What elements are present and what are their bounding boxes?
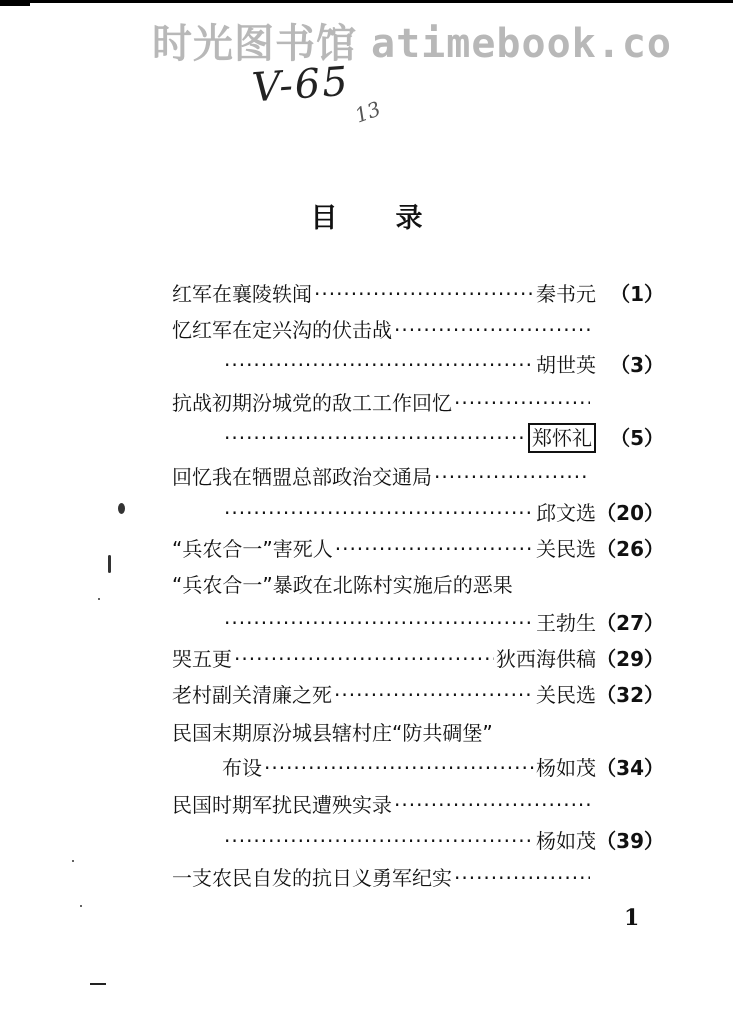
- handwritten-mark: 13: [351, 96, 384, 128]
- leader-dots: [224, 824, 534, 858]
- toc-entry-page: （27）: [596, 611, 664, 635]
- toc-entry-title: 民国末期原汾城县辖村庄“防共碉堡”: [172, 721, 493, 745]
- toc-entry-title: 忆红军在定兴沟的伏击战: [172, 318, 392, 342]
- leader-dots: [224, 421, 526, 455]
- toc-entry-continuation: [222, 421, 664, 455]
- toc-entry-title-continued: 布设: [222, 756, 262, 780]
- leader-dots: [394, 788, 590, 822]
- toc-entry-title: “兵农合一”暴政在北陈村实施后的恶果: [172, 573, 513, 597]
- margin-mark: [90, 983, 106, 985]
- leader-dots: [394, 313, 590, 347]
- leader-dots: [224, 606, 534, 640]
- leader-dots: [334, 678, 534, 712]
- handwritten-note: V-65: [250, 58, 352, 112]
- toc-entry-page: （5）: [610, 426, 664, 450]
- toc-entry[interactable]: [172, 386, 592, 420]
- toc-entry[interactable]: [172, 716, 642, 750]
- leader-dots: [234, 642, 494, 676]
- toc-entry[interactable]: [172, 678, 664, 712]
- toc-entry[interactable]: [172, 788, 592, 822]
- toc-entry-continuation: [222, 824, 664, 858]
- toc-entry[interactable]: [172, 861, 592, 895]
- toc-entry-page: （32）: [596, 683, 664, 707]
- toc-entry[interactable]: [172, 277, 664, 311]
- leader-dots: [454, 386, 590, 420]
- toc-entry[interactable]: [172, 313, 592, 347]
- toc-entry[interactable]: [172, 568, 642, 602]
- toc-entry-author: 杨如茂: [536, 756, 596, 780]
- leader-dots: [434, 460, 590, 494]
- leader-dots: [264, 751, 534, 785]
- toc-entry-title: 民国时期军扰民遭殃实录: [172, 793, 392, 817]
- toc-entry-page: （20）: [596, 501, 664, 525]
- toc-entry-title: 一支农民自发的抗日义勇军纪实: [172, 866, 452, 890]
- toc-entry-author: 秦书元: [536, 282, 596, 306]
- toc-entry-title: 抗战初期汾城党的敌工工作回忆: [172, 391, 452, 415]
- toc-entry-author: 胡世英: [536, 353, 596, 377]
- toc-entry-author: 王勃生: [536, 611, 596, 635]
- toc-entry-title: 老村副关清廉之死: [172, 683, 332, 707]
- toc-entry-author: 关民选: [536, 537, 596, 561]
- toc-entry[interactable]: [172, 532, 664, 566]
- toc-entry-page: （39）: [596, 829, 664, 853]
- leader-dots: [454, 861, 590, 895]
- toc-entry-author: 关民选: [536, 683, 596, 707]
- toc-entry-page: （34）: [596, 756, 664, 780]
- toc-entry-continuation: [222, 348, 664, 382]
- watermark-cn: 时光图书馆: [152, 21, 357, 67]
- toc-entry-author: 邱文选: [536, 501, 596, 525]
- toc-entry-title: 哭五更: [172, 647, 232, 671]
- toc-entry-author: 狄西海供稿: [496, 647, 596, 671]
- leader-dots: [224, 496, 534, 530]
- toc-entry-author: 杨如茂: [536, 829, 596, 853]
- toc-entry-page: （3）: [610, 353, 664, 377]
- toc-entry-continuation: [222, 606, 664, 640]
- toc-entry-title: “兵农合一”害死人: [172, 537, 333, 561]
- leader-dots: [335, 532, 534, 566]
- toc-entry-continuation: [222, 751, 664, 785]
- toc-entry-title: 回忆我在牺盟总部政治交通局: [172, 465, 432, 489]
- toc-entry-page: （1）: [610, 282, 664, 306]
- toc-entry-page: （29）: [596, 647, 664, 671]
- page-number: 1: [624, 905, 640, 931]
- leader-dots: [314, 277, 534, 311]
- toc-entry-continuation: [222, 496, 664, 530]
- toc-entry-author: 郑怀礼: [528, 423, 596, 453]
- leader-dots: [224, 348, 534, 382]
- watermark-url: atimebook.co: [371, 21, 672, 67]
- toc-entry-title: 红军在襄陵轶闻: [172, 282, 312, 306]
- toc-entry-page: （26）: [596, 537, 664, 561]
- toc-entry[interactable]: [172, 460, 592, 494]
- page-title: 目录: [310, 203, 481, 234]
- toc-entry[interactable]: [172, 642, 664, 676]
